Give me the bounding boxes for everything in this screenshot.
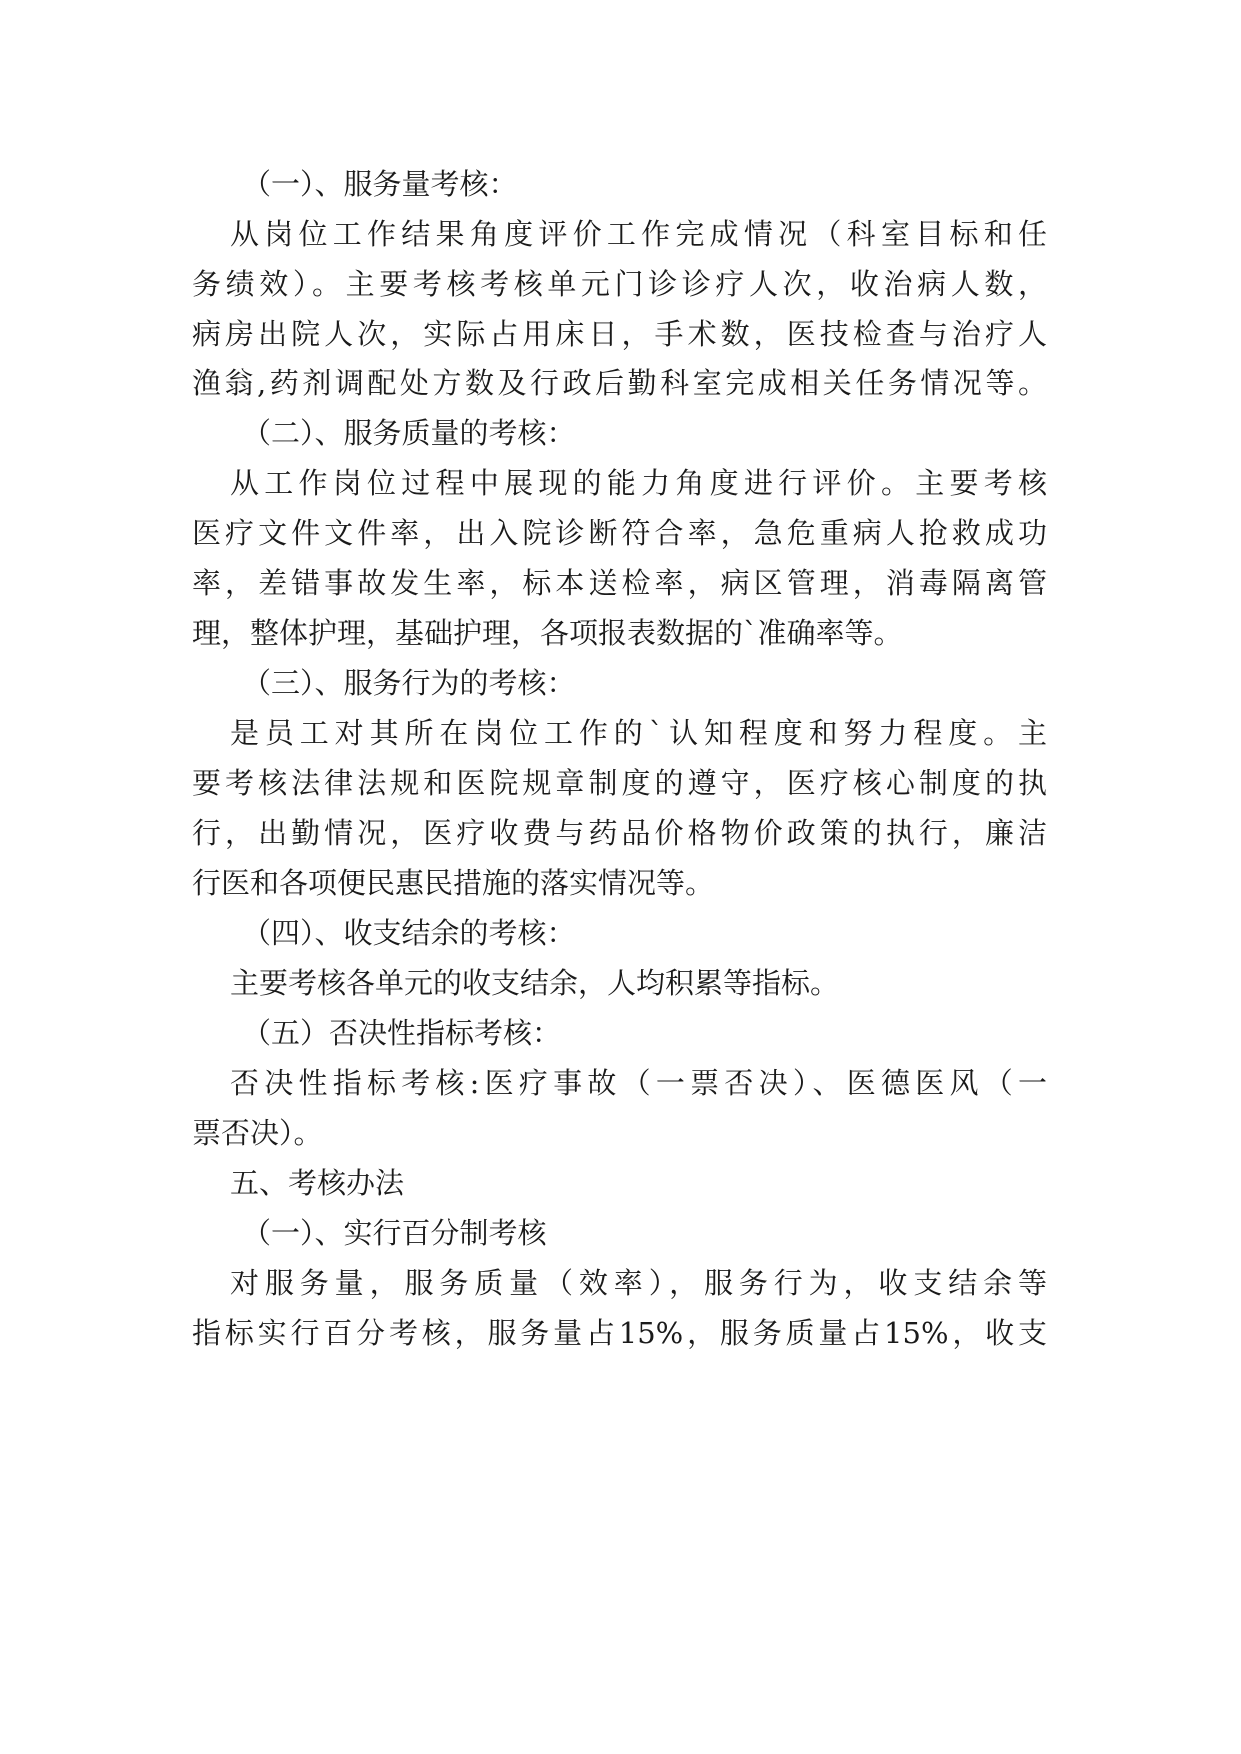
paragraph-line: 要考核法律法规和医院规章制度的遵守，医疗核心制度的执 xyxy=(192,766,1047,800)
section-heading-veto-indicators: （五）否决性指标考核： xyxy=(242,1016,562,1050)
section-heading-service-quality: （二）、服务质量的考核： xyxy=(242,416,576,450)
paragraph-line: 指标实行百分考核，服务量占15%，服务质量占15%，收支 xyxy=(192,1316,1047,1350)
section-heading-service-volume: （一）、服务量考核： xyxy=(242,167,518,201)
paragraph-line: 否决性指标考核:医疗事故（一票否决）、医德医风（一 xyxy=(230,1066,1047,1100)
paragraph-line: 行，出勤情况，医疗收费与药品价格物价政策的执行，廉洁 xyxy=(192,816,1047,850)
paragraph-line: 从工作岗位过程中展现的能力角度进行评价。主要考核 xyxy=(230,466,1047,500)
paragraph-line: 是员工对其所在岗位工作的`认知程度和努力程度。主 xyxy=(230,716,1047,750)
paragraph-line: 对服务量，服务质量（效率），服务行为，收支结余等 xyxy=(230,1266,1047,1300)
section-heading-balance: （四）、收支结余的考核： xyxy=(242,916,576,950)
paragraph-line: 病房出院人次，实际占用床日，手术数，医技检查与治疗人 xyxy=(192,317,1047,351)
paragraph-line: 行医和各项便民惠民措施的落实情况等。 xyxy=(192,866,715,900)
paragraph-line: 从岗位工作结果角度评价工作完成情况（科室目标和任 xyxy=(230,217,1047,251)
section-heading-assessment-method: 五、考核办法 xyxy=(230,1166,405,1200)
section-heading-service-behavior: （三）、服务行为的考核： xyxy=(242,666,576,700)
paragraph-line: 率，差错事故发生率，标本送检率，病区管理，消毒隔离管 xyxy=(192,566,1047,600)
paragraph-line: 票否决）。 xyxy=(192,1116,323,1150)
paragraph-line: 医疗文件文件率，出入院诊断符合率，急危重病人抢救成功 xyxy=(192,516,1047,550)
paragraph-line: 务绩效）。主要考核考核单元门诊诊疗人次，收治病人数， xyxy=(192,267,1047,301)
paragraph-line: 主要考核各单元的收支结余，人均积累等指标。 xyxy=(230,966,840,1000)
paragraph-line: 渔翁,药剂调配处方数及行政后勤科室完成相关任务情况等。 xyxy=(192,366,1047,400)
section-heading-percentage-system: （一）、实行百分制考核 xyxy=(242,1216,547,1250)
paragraph-line: 理，整体护理，基础护理，各项报表数据的`准确率等。 xyxy=(192,616,903,650)
